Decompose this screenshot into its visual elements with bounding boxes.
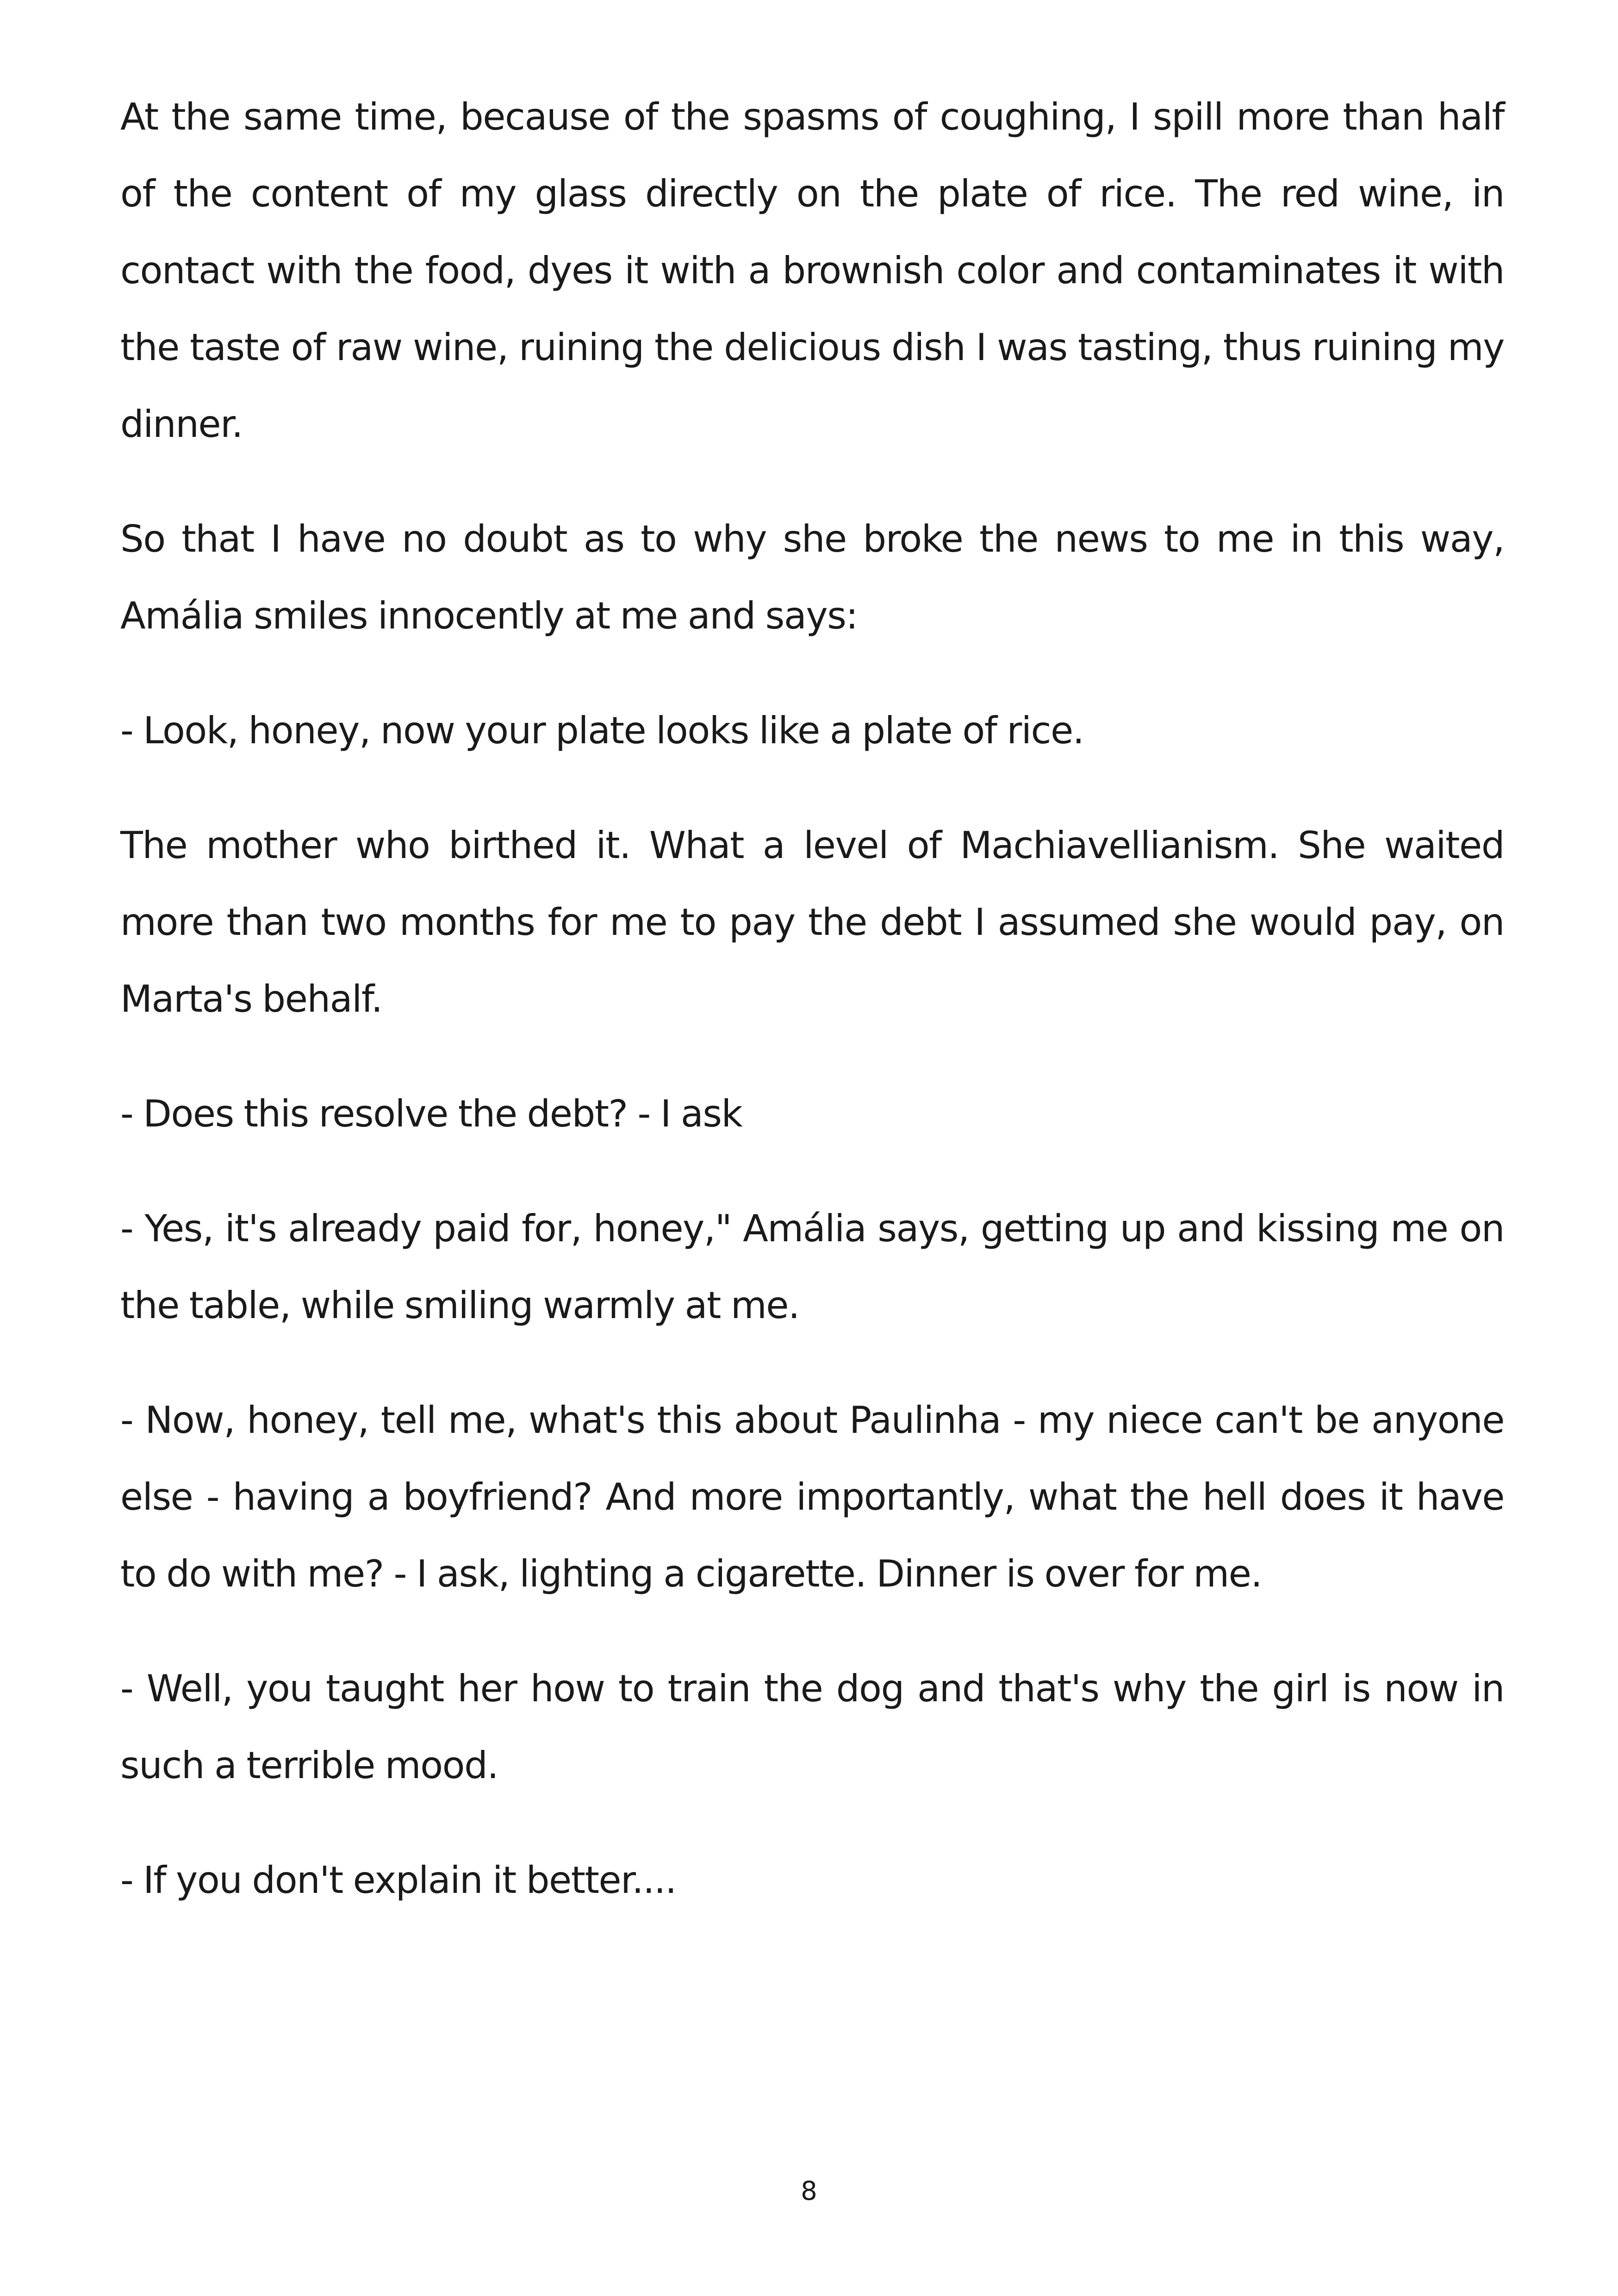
paragraph-3: - Look, honey, now your plate looks like a plate of rice. [120,709,1084,752]
paragraph-4: The mother who birthed it. What a level of Machiavellianism. She waited more than two months for me to pay the debt I assumed she would pay, on Marta's behalf. [120,824,1504,1020]
paragraph-6: - Yes, it's already paid for, honey," Amália says, getting up and kissing me on the table, while smiling warmly at me. [120,1207,1504,1327]
paragraph-2: So that I have no doubt as to why she broke the news to me in this way, Amália smiles innocently at me and says: [120,517,1504,637]
body-text [120,79,1504,1957]
paragraph-9: - If you don't explain it better.... [120,1859,676,1902]
paragraph-8: - Well, you taught her how to train the dog and that's why the girl is now in such a terrible mood. [120,1667,1504,1787]
paragraph-1: At the same time, because of the spasms of coughing, I spill more than half of the content of my glass directly on the plate of rice. The red wine, in contact with the food, dyes it with a brownish color and contaminates it with the taste of raw wine, ruining the delicious dish I was tasting, thus ruining my dinner. [120,95,1504,446]
paragraph-5: - Does this resolve the debt? - I ask [120,1092,742,1135]
page-number: 8 [801,2176,817,2206]
paragraph-7: - Now, honey, tell me, what's this about Paulinha - my niece can't be anyone else - having a boyfriend? And more importantly, what the hell does it have to do with me? - I ask, lighting a cigarette. Dinner is over for me. [120,1399,1504,1595]
